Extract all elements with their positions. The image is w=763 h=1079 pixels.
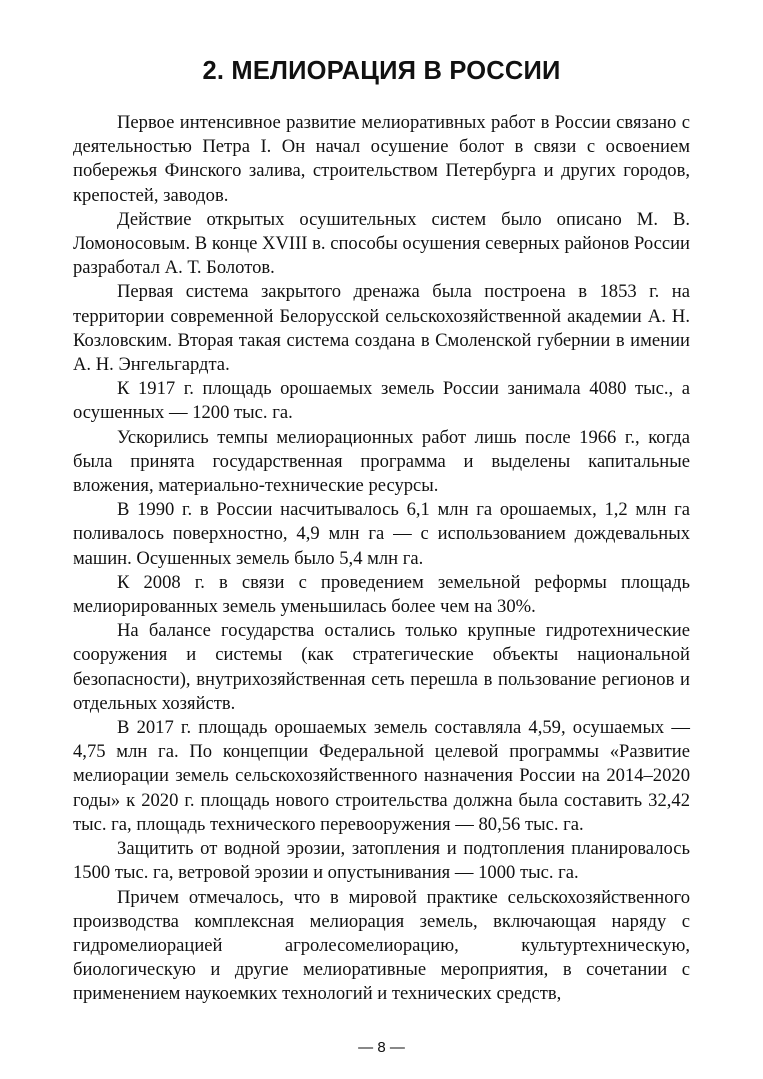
paragraph: В 2017 г. площадь орошаемых земель составляла 4,59, осушаемых — 4,75 млн га. По концепции Федеральной целевой программы «Развитие мелиорации земель сельскохозяйственного назначения России на 2014–2020 годы» к 2020 г. площадь нового строительства должна была составить 32,42 тыс. га, площадь технического перевооружения — 80,56 тыс. га. — [73, 717, 690, 835]
paragraph: В 1990 г. в России насчитывалось 6,1 млн га орошаемых, 1,2 млн га поливалось поверхностно, 4,9 млн га — с использованием дождевальных машин. Осушенных земель было 5,4 млн га. — [73, 499, 690, 569]
paragraph: К 2008 г. в связи с проведением земельной реформы площадь мелиорированных земель уменьшилась более чем на 30%. — [73, 571, 690, 618]
page-number: — 8 — — [358, 1039, 405, 1056]
paragraph: На балансе государства остались только крупные гидротехнические сооружения и системы (как стратегические объекты национальной безопасности), внутрихозяйственная сеть перешла в пользование регионов и отдельных хозяйств. — [73, 620, 690, 714]
paragraph: Ускорились темпы мелиорационных работ лишь после 1966 г., когда была принята государственная программа и выделены капитальные вложения, материально-технические ресурсы. — [73, 426, 690, 497]
paragraph: Первое интенсивное развитие мелиоративных работ в России связано с деятельностью Петра I. Он начал осушение болот в связи с освоением побережья Финского залива, строительством Петербурга и других городов, крепостей, заводов. — [73, 112, 690, 206]
document-page — [73, 0, 690, 1079]
body-text — [73, 111, 690, 1007]
paragraph: Действие открытых осушительных систем было описано М. В. Ломоносовым. В конце XVIII в. способы осушения северных районов России разработал А. Т. Болотов. — [73, 208, 690, 279]
paragraph: Причем отмечалось, что в мировой практике сельскохозяйственного производства комплексная мелиорация земель, включающая наряду с гидромелиорацией агролесомелиорацию, культуртехническую, биологическую и другие мелиоративные мероприятия, в сочетании с применением наукоемких технологий и технических средств, — [73, 886, 690, 1005]
paragraph: Защитить от водной эрозии, затопления и подтопления планировалось 1500 тыс. га, ветровой эрозии и опустынивания — 1000 тыс. га. — [73, 838, 690, 884]
paragraph: К 1917 г. площадь орошаемых земель России занимала 4080 тыс., а осушенных — 1200 тыс. га. — [73, 378, 690, 424]
section-title: 2. МЕЛИОРАЦИЯ В РОССИИ — [202, 57, 561, 85]
paragraph: Первая система закрытого дренажа была построена в 1853 г. на территории современной Белорусской сельскохозяйственной академии А. Н. Козловским. Вторая такая система создана в Смоленской губернии в имении А. Н. Энгельгардта. — [73, 281, 690, 376]
